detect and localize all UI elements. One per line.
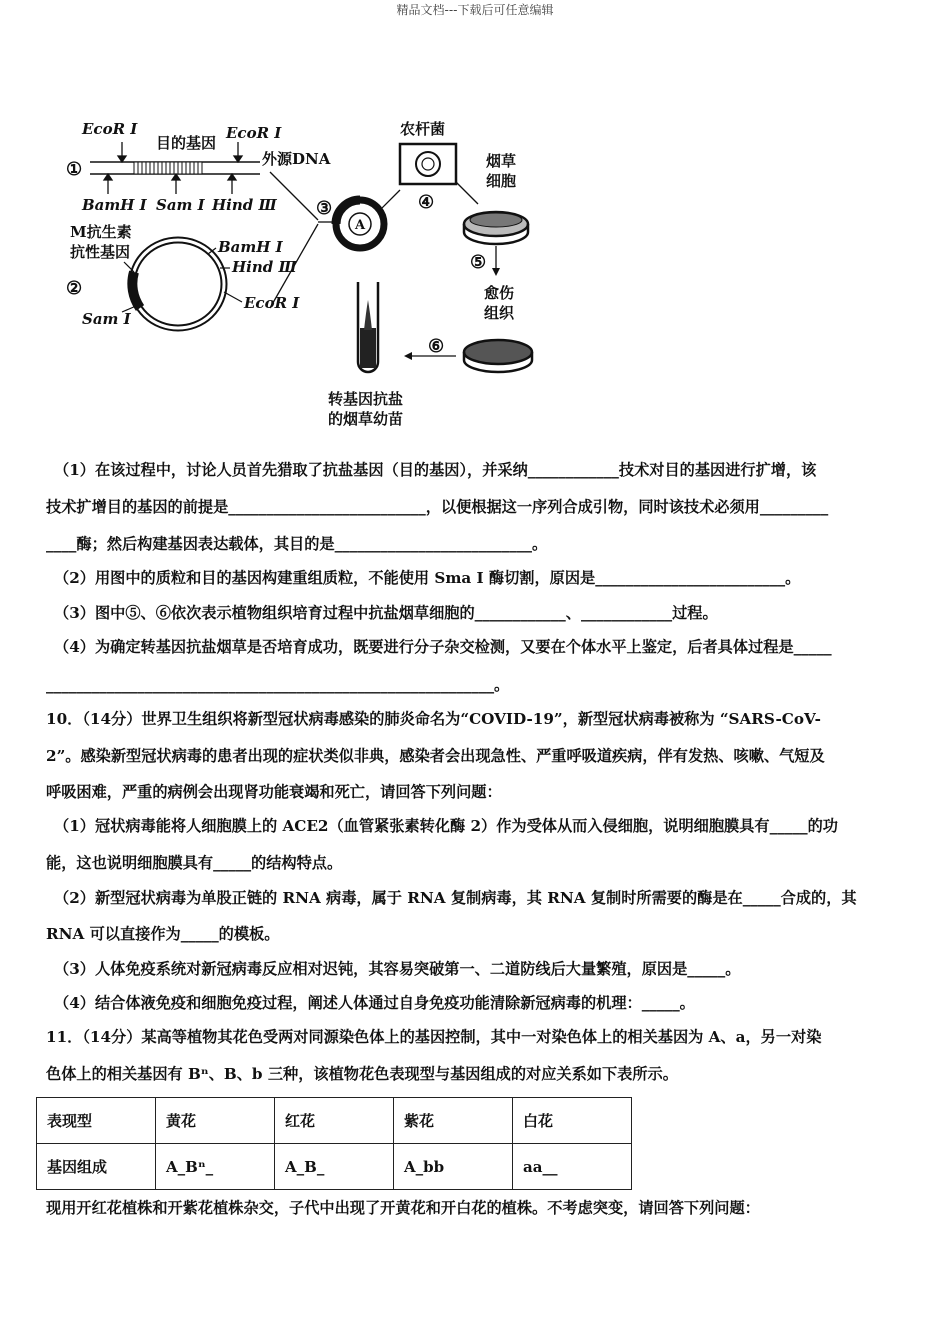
q9-3-line: （3）图中⑤、⑥依次表示植物组织培育过程中抗盐烟草细胞的____________、____________过程。 <box>54 604 718 622</box>
table-cell: 表现型 <box>37 1098 156 1144</box>
sami-ring-label: Sam Ⅰ <box>82 310 131 328</box>
q11-line-2: 色体上的相关基因有 Bⁿ、B、b 三种，该植物花色表现型与基因组成的对应关系如下表所示。 <box>46 1065 678 1083</box>
hindiii-ring-label: Hind Ⅲ <box>232 258 297 276</box>
ecori-ring-label: EcoR Ⅰ <box>244 294 300 312</box>
q9-4-line-2: ___________________________________________________________。 <box>46 676 510 694</box>
tobacco-cell-label-2: 细胞 <box>486 172 517 190</box>
callus-label-1: 愈伤 <box>484 284 515 302</box>
q11-line-1: 11．（14分）某高等植物其花色受两对同源染色体上的基因控制，其中一对染色体上的相关基因为 A、a，另一对染 <box>46 1028 822 1046</box>
ecori-right-label: EcoR Ⅰ <box>226 124 282 142</box>
target-gene-label: 目的基因 <box>156 134 217 152</box>
plasmid-a-label: A <box>355 218 366 233</box>
q10-3-line: （3）人体免疫系统对新冠病毒反应相对迟钝，其容易突破第一、二道防线后大量繁殖，原因是_____。 <box>54 960 741 978</box>
q10-line-2: 2”。感染新型冠状病毒的患者出现的症状类似非典，感染者会出现急性、严重呼吸道疾病，伴有发热、咳嗽、气短及 <box>46 747 825 765</box>
bamhi-ring-label: BamH Ⅰ <box>218 238 283 256</box>
agrobacterium-label: 农杆菌 <box>400 120 446 138</box>
table-cell: A_Bⁿ_ <box>156 1144 275 1190</box>
q10-line-1: 10．（14分）世界卫生组织将新型冠状病毒感染的肺炎命名为“COVID-19”，新型冠状病毒被称为 “SARS-CoV- <box>46 710 821 728</box>
figure-svg <box>60 112 570 432</box>
bamhi-left-label: BamH Ⅰ <box>82 196 147 214</box>
q9-4-line-1: （4）为确定转基因抗盐烟草是否培育成功，既要进行分子杂交检测，又要在个体水平上鉴定，后者具体过程是_____ <box>54 638 832 656</box>
q10-2-line-1: （2）新型冠状病毒为单股正链的 RNA 病毒，属于 RNA 复制病毒，其 RNA 复制时所需要的酶是在_____合成的，其 <box>54 889 857 907</box>
q9-1-line-3: ____酶；然后构建基因表达载体，其目的是__________________________。 <box>46 535 548 553</box>
table-row <box>37 1144 632 1190</box>
step-1-marker: ① <box>66 159 83 180</box>
table-cell: 红花 <box>275 1098 394 1144</box>
table-cell: 基因组成 <box>37 1144 156 1190</box>
seedling-label-1: 转基因抗盐 <box>328 390 404 408</box>
header-note: 精品文档---下载后可任意编辑 <box>396 3 554 17</box>
phenotype-genotype-table <box>36 1097 632 1190</box>
q10-1-line-2: 能，这也说明细胞膜具有_____的结构特点。 <box>46 854 343 872</box>
seedling-label-2: 的烟草幼苗 <box>328 410 404 428</box>
step-4-marker: ④ <box>418 192 435 213</box>
q9-1-line-2: 技术扩增目的基因的前提是__________________________，以便根据这一序列合成引物，同时该技术必须用_________ <box>46 498 829 516</box>
m-resistance-label-2: 抗性基因 <box>70 243 131 261</box>
table-cell: 黄花 <box>156 1098 275 1144</box>
sami-left-label: Sam Ⅰ <box>156 196 205 214</box>
q10-1-line-1: （1）冠状病毒能将人细胞膜上的 ACE2（血管紧张素转化酶 2）作为受体从而入侵细胞，说明细胞膜具有_____的功 <box>54 817 838 835</box>
q10-line-3: 呼吸困难，严重的病例会出现肾功能衰竭和死亡，请回答下列问题： <box>46 783 502 801</box>
foreign-dna-label: 外源DNA <box>262 150 331 168</box>
q9-2-line: （2）用图中的质粒和目的基因构建重组质粒，不能使用 Sma I 酶切割，原因是_________________________。 <box>54 569 801 587</box>
q10-2-line-2: RNA 可以直接作为_____的模板。 <box>46 925 280 943</box>
step-6-marker: ⑥ <box>428 336 445 357</box>
step-3-marker: ③ <box>316 198 333 219</box>
step-5-marker: ⑤ <box>470 252 487 273</box>
table-row <box>37 1098 632 1144</box>
step-2-marker: ② <box>66 278 83 299</box>
q9-1-line-1: （1）在该过程中，讨论人员首先猎取了抗盐基因（目的基因），并采纳____________技术对目的基因进行扩增，该 <box>54 461 817 479</box>
callus-label-2: 组织 <box>484 304 515 322</box>
ecori-left-label: EcoR Ⅰ <box>82 120 138 138</box>
q11-line-3: 现用开红花植株和开紫花植株杂交，子代中出现了开黄花和开白花的植株。不考虑突变，请回答下列问题： <box>46 1199 760 1217</box>
table-cell: 白花 <box>513 1098 632 1144</box>
table-cell: 紫花 <box>394 1098 513 1144</box>
table-cell: aa__ <box>513 1144 632 1190</box>
hindiii-left-label: Hind Ⅲ <box>212 196 277 214</box>
m-resistance-label-1: M抗生素 <box>70 223 132 241</box>
q10-4-line: （4）结合体液免疫和细胞免疫过程，阐述人体通过自身免疫功能清除新冠病毒的机理：_____。 <box>54 994 695 1012</box>
genetic-engineering-figure <box>60 112 570 432</box>
table-cell: A_bb <box>394 1144 513 1190</box>
tobacco-cell-label-1: 烟草 <box>486 152 517 170</box>
table-cell: A_B_ <box>275 1144 394 1190</box>
